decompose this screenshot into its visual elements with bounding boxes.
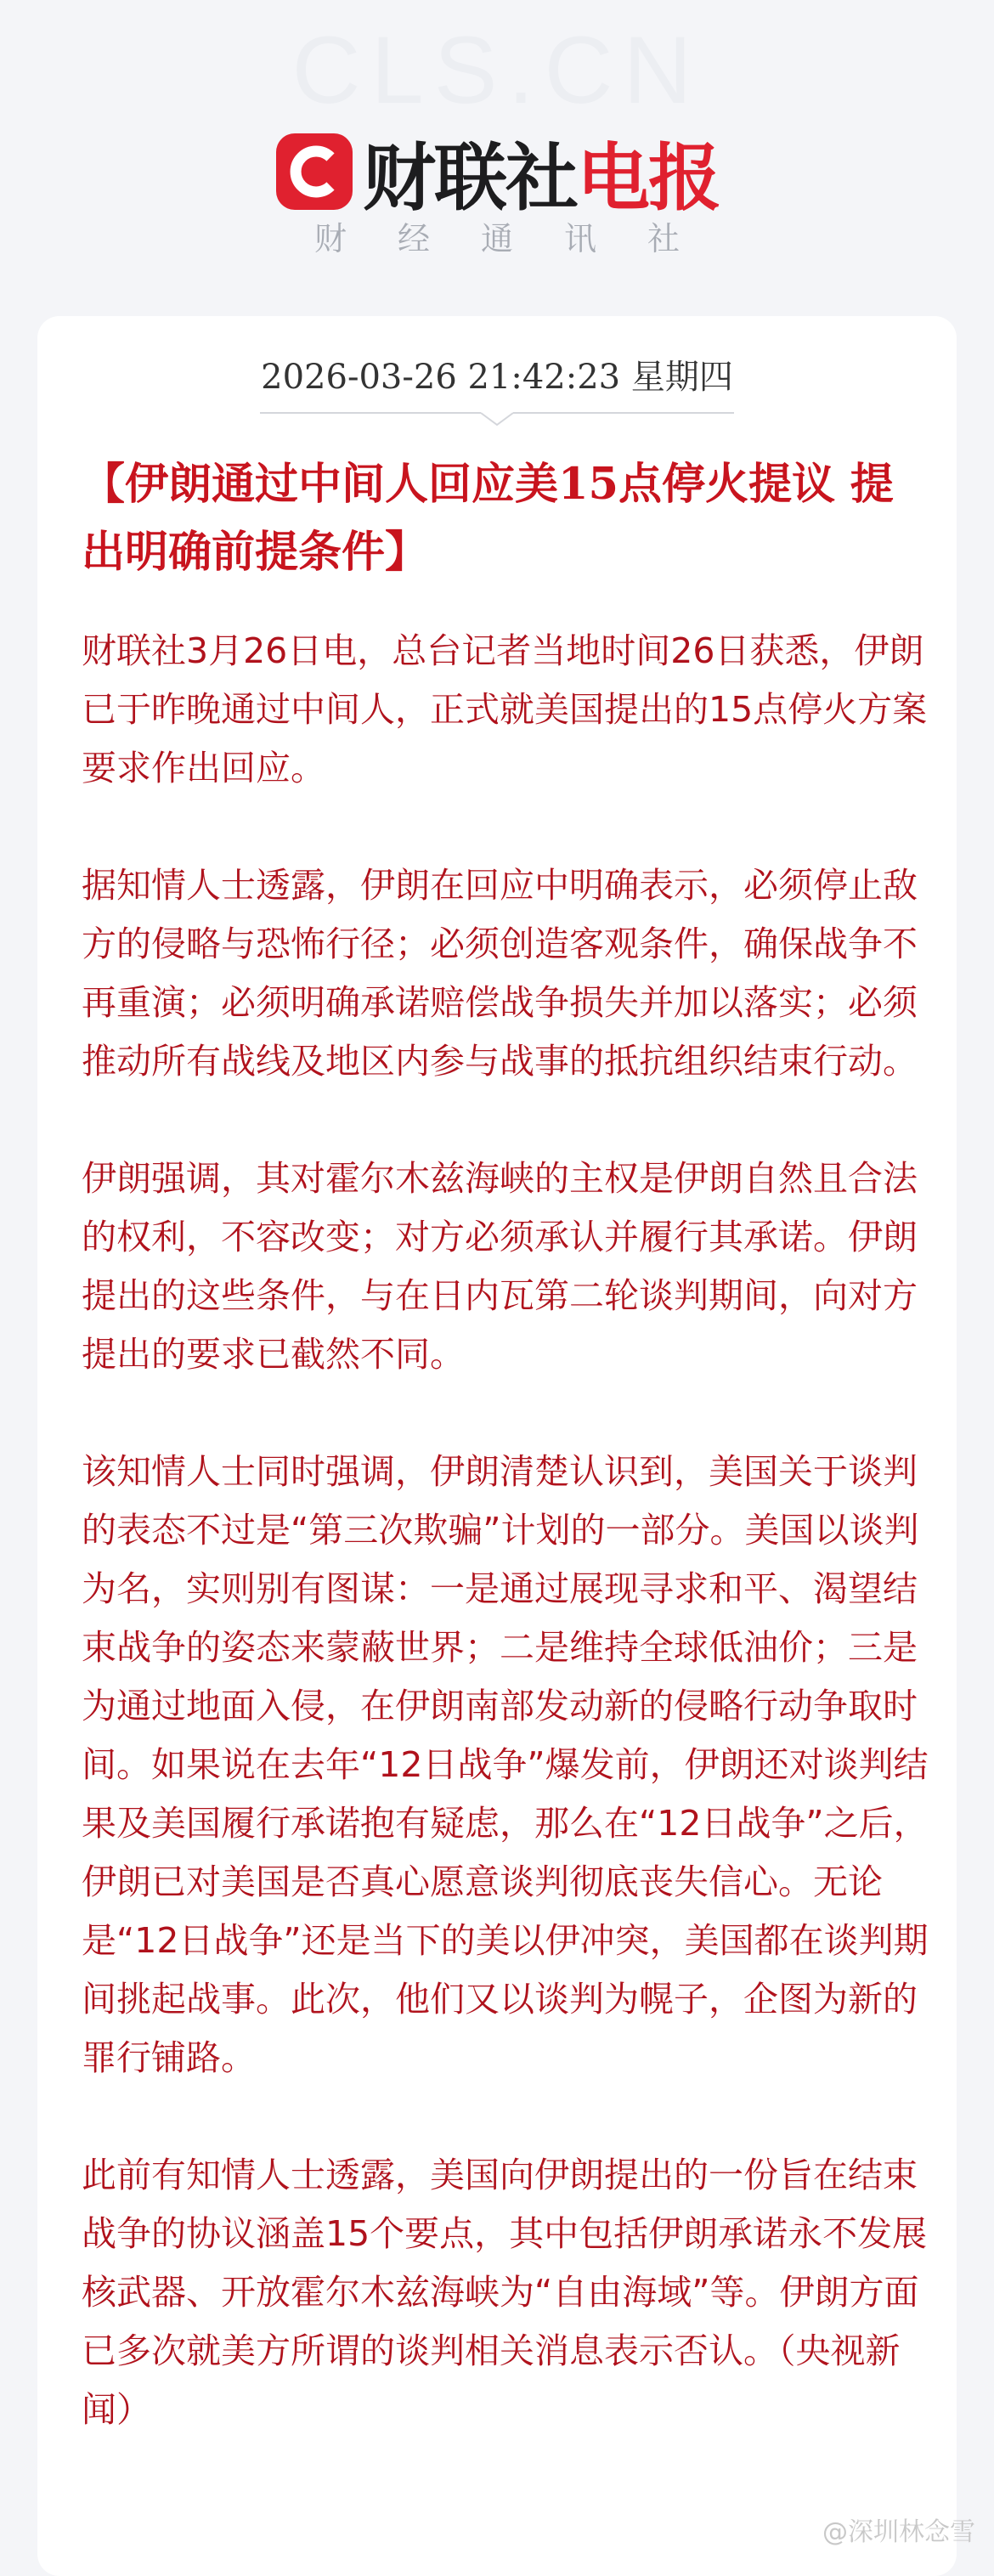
brand-accent: 电报 (577, 136, 720, 221)
publish-datetime: 2026-03-26 21:42:23 星期四 (261, 358, 733, 397)
cls-logo-icon (274, 132, 354, 212)
tagline-char: 讯 (564, 220, 597, 257)
paragraph: 该知情人士同时强调，伊朗清楚认识到，美国关于谈判的表态不过是“第三次欺骗”计划的一部分。美国以谈判为名，实则别有图谋：一是通过展现寻求和平、渴望结束战争的姿态来蒙蔽世界；二是维持全球低油价；三是为通过地面入侵，在伊朗南部发动新的侵略行动争取时间。如果说在去年“12日战争”爆发前，伊朗还对谈判结果及美国履行承诺抱有疑虑，那么在“12日战争”之后，伊朗已对美国是否真心愿意谈判彻底丧失信心。无论是“12日战争”还是当下的美以伊冲突，美国都在谈判期间挑起战事。此次，他们又以谈判为幌子，企图为新的罪行铺路。 (82, 1451, 929, 2078)
article-card (37, 316, 957, 2576)
header (0, 0, 994, 289)
weibo-watermark: @深圳林念雪 (822, 2517, 975, 2547)
article-body (82, 622, 931, 2498)
tagline (0, 212, 994, 259)
brand-logo (274, 119, 720, 224)
tagline-char: 通 (480, 220, 513, 257)
datetime-divider (260, 410, 734, 428)
tagline-char: 经 (397, 220, 430, 257)
paragraph: 据知情人士透露，伊朗在回应中明确表示，必须停止敌方的侵略与恐怖行径；必须创造客观条件，确保战争不再重演；必须明确承诺赔偿战争损失并加以落实；必须推动所有战线及地区内参与战事的抵抗组织结束行动。 (82, 865, 918, 1082)
cls-watermark: CLS.CN (291, 17, 703, 123)
brand-name (363, 119, 720, 224)
paragraph: 伊朗强调，其对霍尔木兹海峡的主权是伊朗自然且合法的权利，不容改变；对方必须承认并履行其承诺。伊朗提出的这些条件，与在日内瓦第二轮谈判期间，向对方提出的要求已截然不同。 (82, 1158, 918, 1375)
brand-main: 财联社 (363, 136, 577, 221)
paragraph: 财联社3月26日电，总台记者当地时间26日获悉，伊朗已于昨晚通过中间人，正式就美国提出的15点停火方案要求作出回应。 (82, 630, 928, 788)
tagline-char: 社 (647, 220, 681, 257)
tagline-char: 财 (313, 220, 347, 257)
article-title: 【伊朗通过中间人回应美15点停火提议 提出明确前提条件】 (82, 459, 894, 578)
brand (0, 119, 994, 224)
paragraph: 此前有知情人士透露，美国向伊朗提出的一份旨在结束战争的协议涵盖15个要点，其中包括伊朗承诺永不发展核武器、开放霍尔木兹海峡为“自由海域”等。伊朗方面已多次就美方所谓的谈判相关消息表示否认。（央视新闻） (82, 2155, 928, 2430)
